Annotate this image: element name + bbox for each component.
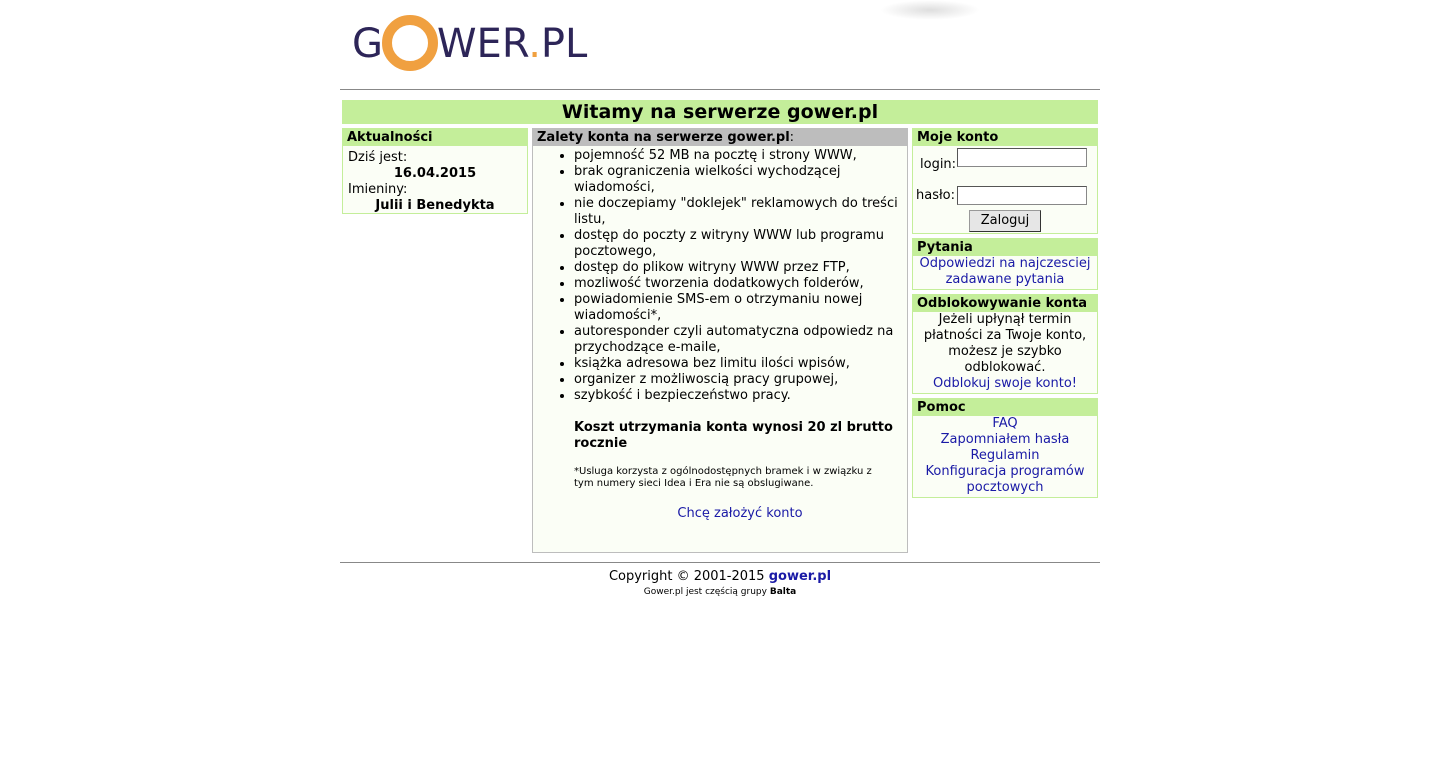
page [340,0,1100,783]
questions-panel-title: Pytania [913,239,1097,256]
cost-text: Koszt utrzymania konta wynosi 20 zl brutto rocznie [574,420,893,451]
names-label: Imieniny: [348,182,408,197]
site-logo[interactable] [352,6,602,78]
signup-link[interactable]: Chcę założyć konto [677,506,803,521]
group-name: Balta [769,587,797,597]
logo-wordmark: G WER.PL [352,18,587,74]
news-panel-title: Aktualności [343,129,527,146]
faq-answers-link[interactable]: Odpowiedzi na najczesciej zadawane pytania [919,256,1091,287]
help-panel [912,398,1098,498]
decorative-swoosh [880,0,980,20]
top-divider [340,89,1100,90]
help-link-forgot-password[interactable]: Zapomniałem hasła [940,432,1070,447]
names-value: Julii i Benedykta [375,198,495,213]
footer-copyright [340,569,1100,585]
unlock-account-link[interactable]: Odblokuj swoje konto! [932,376,1078,391]
welcome-banner: Witamy na serwerze gower.pl [342,100,1098,124]
help-link-terms[interactable]: Regulamin [970,448,1040,463]
copyright-text: Copyright © 2001-2015 [608,569,765,584]
features-panel [532,128,908,553]
list-item: • szybkość i bezpieczeństwo pracy. [574,388,907,404]
list-item: • dostęp do plikow witryny WWW przez FTP, [574,260,907,276]
unlock-panel [912,294,1098,394]
account-panel-title: Moje konto [913,129,1097,146]
account-panel [912,128,1098,234]
list-item: • powiadomienie SMS-em o otrzymaniu nowej wiadomości*, [574,292,907,324]
list-item: • brak ograniczenia wielkości wychodzącej wiadomości, [574,164,907,196]
unlock-panel-title: Odblokowywanie konta [913,295,1097,312]
news-panel [342,128,528,214]
logo-ring-icon [382,15,438,71]
list-item: • autoresponder czyli automatyczna odpowiedz na przychodzące e-maile, [574,324,907,356]
unlock-text: Jeżeli upłynął termin płatności za Twoje konto, możesz je szybko odblokować. [923,312,1087,375]
help-link-faq[interactable]: FAQ [992,416,1018,431]
group-text: Gower.pl jest częścią grupy [643,587,767,597]
password-label: hasło: [916,188,956,203]
today-date: 16.04.2015 [393,166,477,181]
list-item: • mozliwość tworzenia dodatkowych folderów, [574,276,907,292]
password-input[interactable] [957,186,1087,205]
list-item: • pojemność 52 MB na pocztę i strony WWW, [574,148,907,164]
bottom-divider [340,562,1100,563]
list-item: • organizer z możliwoscią pracy grupowej, [574,372,907,388]
list-item: • nie doczepiamy "doklejek" reklamowych do treści listu, [574,196,907,228]
footer-group [340,587,1100,598]
login-button[interactable]: Zaloguj [969,210,1041,232]
features-list [533,148,907,404]
help-panel-title: Pomoc [913,399,1097,416]
login-label: login: [920,157,957,172]
help-link-mail-config[interactable]: Konfiguracja programów pocztowych [925,464,1085,495]
features-panel-title: Zalety konta na serwerze gower.pl: [533,129,907,146]
today-label: Dziś jest: [348,150,408,165]
footnote: *Usluga korzysta z ogólnodostępnych bramek i w związku z tym numery sieci Idea i Era nie są obslugiwane. [574,466,872,489]
footer-site-link[interactable]: gower.pl [768,569,832,584]
login-input[interactable] [957,148,1087,167]
list-item: • dostęp do poczty z witryny WWW lub programu pocztowego, [574,228,907,260]
list-item: • książka adresowa bez limitu ilości wpisów, [574,356,907,372]
questions-panel [912,238,1098,290]
